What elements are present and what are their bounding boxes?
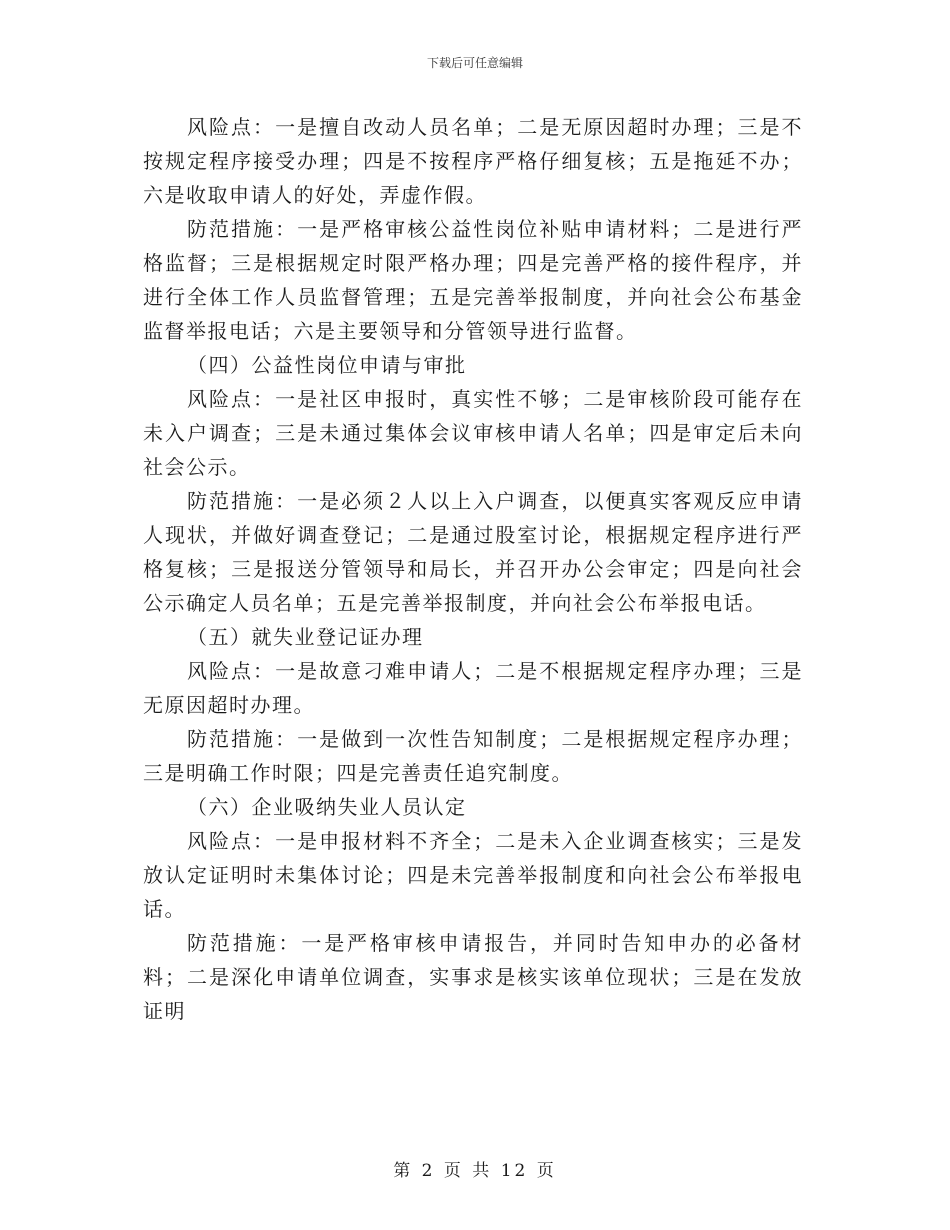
page-number: 第 2 页 共 12 页 <box>393 1161 557 1181</box>
section-heading-5: （五）就失业登记证办理 <box>187 625 424 649</box>
paragraph-measures-4: 防范措施：一是必须２人以上入户调查，以便真实客观反应申请人现状，并做好调查登记；二是通过股室讨论，根据规定程序进行严格复核；三是报送分管领导和局长，并召开办公会审定；四是向社会公示确定人员名单；五是完善举报制度，并向社会公布举报电话。 <box>143 489 803 615</box>
paragraph-measures-1: 防范措施：一是严格审核公益性岗位补贴申请材料；二是进行严格监督；三是根据规定时限严格办理；四是完善严格的接件程序，并进行全体工作人员监督管理；五是完善举报制度，并向社会公布基金监督举报电话；六是主要领导和分管领导进行监督。 <box>143 217 803 343</box>
paragraph-measures-5: 防范措施：一是做到一次性告知制度；二是根据规定程序办理；三是明确工作时限；四是完善责任追究制度。 <box>143 727 803 785</box>
paragraph-measures-6: 防范措施：一是严格审核申请报告，并同时告知申办的必备材料；二是深化申请单位调查，实事求是核实该单位现状；三是在发放证明 <box>143 931 803 1023</box>
section-heading-4: （四）公益性岗位申请与审批 <box>187 353 467 377</box>
paragraph-risk-points-5: 风险点：一是故意刁难申请人；二是不根据规定程序办理；三是无原因超时办理。 <box>143 659 803 717</box>
document-body <box>143 110 803 1028</box>
section-heading-6: （六）企业吸纳失业人员认定 <box>187 795 467 819</box>
page-header: 下载后可任意编辑 <box>426 56 523 70</box>
paragraph-risk-points-4: 风险点：一是社区申报时，真实性不够；二是审核阶段可能存在未入户调查；三是未通过集体会议审核申请人名单；四是审定后未向社会公示。 <box>143 387 803 479</box>
paragraph-risk-points-6: 风险点：一是申报材料不齐全；二是未入企业调查核实；三是发放认定证明时未集体讨论；四是未完善举报制度和向社会公布举报电话。 <box>143 829 803 921</box>
paragraph-risk-points-1: 风险点：一是擅自改动人员名单；二是无原因超时办理；三是不按规定程序接受办理；四是不按程序严格仔细复核；五是拖延不办；六是收取申请人的好处，弄虚作假。 <box>143 115 803 207</box>
